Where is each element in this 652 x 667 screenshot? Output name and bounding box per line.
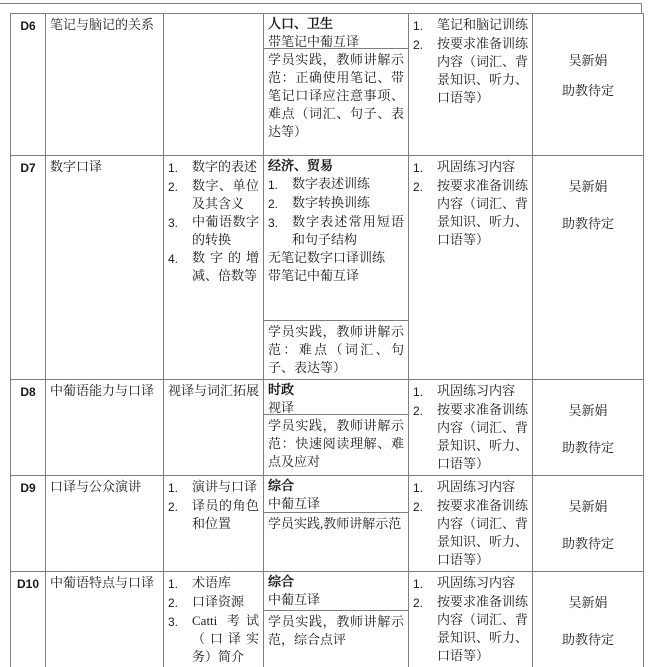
list-marker: 2. [168, 596, 179, 610]
training-item [413, 382, 528, 401]
content-item [268, 175, 404, 194]
assistant-status: 助教待定 [561, 83, 614, 98]
day-code-cell: D10 [11, 572, 46, 667]
training-cell [409, 14, 533, 156]
list-marker: 1. [413, 161, 424, 175]
content-item-text: 数字表述常用短语和句子结构 [292, 214, 404, 247]
course-schedule-table [10, 13, 644, 667]
staff-cell [533, 380, 644, 476]
topic-text: 笔记与脑记的关系 [50, 17, 155, 32]
training-item-text: 按要求准备训练内容（词汇、背景知识、听力、口语等） [437, 402, 529, 471]
content-cell [264, 156, 409, 380]
point-item [168, 158, 259, 177]
topic-text: 中葡语特点与口译 [50, 575, 155, 590]
training-item-text: 按要求准备训练内容（词汇、背景知识、听力、口语等） [437, 594, 529, 663]
content-line: 中葡互译 [268, 592, 321, 607]
staff-cell [533, 14, 644, 156]
content-cell [264, 476, 409, 572]
staff-cell [533, 476, 644, 572]
training-item-text: 巩固练习内容 [437, 159, 516, 174]
content-line: 无笔记数字口译训练 [268, 250, 386, 265]
staff-cell [533, 156, 644, 380]
teacher-name: 吴新娟 [568, 595, 608, 610]
points-cell [164, 380, 264, 476]
content-practice-section [264, 611, 408, 651]
point-item [168, 249, 259, 285]
content-main-section [264, 380, 408, 415]
day-code-cell: D6 [11, 14, 46, 156]
assistant-status: 助教待定 [561, 632, 614, 647]
point-item [168, 612, 259, 666]
point-item-text: 数字的表述 [192, 159, 258, 174]
list-marker: 1. [168, 161, 179, 175]
point-item-text: 口译资源 [192, 594, 245, 609]
points-cell [164, 156, 264, 380]
list-marker: 2. [268, 197, 279, 211]
day-code-cell: D9 [11, 476, 46, 572]
table-row-d10 [11, 572, 644, 667]
point-item [168, 177, 259, 213]
table-row-d8 [11, 380, 644, 476]
content-item-text: 数字转换训练 [292, 195, 371, 210]
content-theme: 综合 [268, 574, 295, 589]
content-line: 带笔记中葡互译 [268, 268, 360, 283]
list-marker: 2. [168, 180, 179, 194]
content-theme: 经济、贸易 [268, 158, 334, 173]
topic-cell [46, 156, 164, 380]
point-item [168, 593, 259, 612]
content-main-section [264, 156, 408, 321]
training-item [413, 593, 528, 665]
teacher-name: 吴新娟 [568, 403, 608, 418]
list-marker: 2. [168, 500, 179, 514]
practice-text: 学员实践，教师讲解示范：快速阅读理解、难点及应对 [268, 418, 404, 469]
points-cell [164, 476, 264, 572]
content-practice-section [264, 513, 408, 535]
content-theme: 人口、卫生 [268, 16, 334, 31]
point-item-text: 演讲与口译 [192, 479, 258, 494]
assistant-status: 助教待定 [561, 440, 614, 455]
training-item [413, 158, 528, 177]
topic-text: 中葡语能力与口译 [50, 383, 155, 398]
table-row-d9 [11, 476, 644, 572]
teacher-name: 吴新娟 [568, 179, 608, 194]
content-item [268, 194, 404, 213]
training-item [413, 574, 528, 593]
content-main-section [264, 572, 408, 611]
assistant-status: 助教待定 [561, 536, 614, 551]
table-row-d6 [11, 14, 644, 156]
content-line: 视译 [268, 400, 295, 415]
content-line: 中葡互译 [268, 496, 321, 511]
list-marker: 3. [268, 216, 279, 230]
content-main-section [264, 14, 408, 49]
topic-cell [46, 476, 164, 572]
teacher-name: 吴新娟 [568, 53, 608, 68]
point-item-text: 译员的角色和位置 [192, 498, 259, 531]
points-cell [164, 14, 264, 156]
training-item-text: 按要求准备训练内容（词汇、背景知识、听力、口语等） [437, 498, 529, 567]
topic-cell [46, 380, 164, 476]
table-row-d7 [11, 156, 644, 380]
training-cell [409, 380, 533, 476]
training-item [413, 16, 528, 35]
practice-text: 学员实践,教师讲解示范 [268, 516, 402, 531]
content-main-section [264, 476, 408, 513]
list-marker: 2. [413, 596, 424, 610]
point-item-text: 数字的增减、倍数等 [192, 250, 259, 283]
training-item-text: 笔记和脑记训练 [437, 17, 529, 32]
content-cell [264, 14, 409, 156]
list-marker: 2. [413, 180, 424, 194]
training-item-text: 按要求准备训练内容（词汇、背景知识、听力、口语等） [437, 36, 529, 105]
training-cell [409, 476, 533, 572]
list-marker: 1. [413, 385, 424, 399]
points-cell [164, 572, 264, 667]
list-marker: 1. [168, 481, 179, 495]
practice-text: 学员实践，教师讲解示范，综合点评 [268, 614, 404, 647]
content-theme: 综合 [268, 478, 295, 493]
content-cell [264, 380, 409, 476]
list-marker: 4. [168, 252, 179, 266]
previous-table-bottom-rule [0, 3, 641, 4]
point-item [168, 497, 259, 533]
topic-cell [46, 572, 164, 667]
content-practice-section [264, 49, 408, 143]
point-item [168, 478, 259, 497]
training-item [413, 35, 528, 107]
day-code-cell: D7 [11, 156, 46, 380]
list-marker: 3. [168, 216, 179, 230]
training-item [413, 478, 528, 497]
training-item-text: 巩固练习内容 [437, 383, 516, 398]
point-plain-text: 视译与词汇拓展 [168, 383, 260, 398]
list-marker: 1. [168, 577, 179, 591]
training-item-text: 巩固练习内容 [437, 479, 516, 494]
training-item-text: 按要求准备训练内容（词汇、背景知识、听力、口语等） [437, 178, 529, 247]
point-item-text: 数字、单位及其含义 [192, 178, 259, 211]
list-marker: 2. [413, 38, 424, 52]
point-item-text: 术语库 [192, 575, 232, 590]
content-cell [264, 572, 409, 667]
practice-text: 学员实践，教师讲解示范：难点（词汇、句子、表达等） [268, 324, 404, 375]
topic-text: 数字口译 [50, 159, 103, 174]
teacher-name: 吴新娟 [568, 499, 608, 514]
training-item-text: 巩固练习内容 [437, 575, 516, 590]
list-marker: 3. [168, 615, 179, 629]
list-marker: 1. [413, 577, 424, 591]
content-line: 带笔记中葡互译 [268, 34, 360, 49]
point-item-text: Catti 考试（口译实务）简介 [192, 613, 259, 664]
topic-text: 口译与公众演讲 [50, 479, 142, 494]
list-marker: 2. [413, 404, 424, 418]
list-marker: 1. [268, 178, 279, 192]
day-code-cell: D8 [11, 380, 46, 476]
content-practice-section [264, 415, 408, 473]
content-theme: 时政 [268, 382, 295, 397]
point-item [168, 213, 259, 249]
list-marker: 2. [413, 500, 424, 514]
list-marker: 1. [413, 19, 424, 33]
staff-cell [533, 572, 644, 667]
point-item [168, 574, 259, 593]
content-item [268, 213, 404, 249]
content-item-text: 数字表述训练 [292, 176, 371, 191]
training-cell [409, 156, 533, 380]
content-practice-section [264, 321, 408, 379]
assistant-status: 助教待定 [561, 216, 614, 231]
training-item [413, 497, 528, 569]
training-cell [409, 572, 533, 667]
training-item [413, 401, 528, 473]
point-item-text: 中葡语数字的转换 [192, 214, 259, 247]
training-item [413, 177, 528, 249]
topic-cell [46, 14, 164, 156]
practice-text: 学员实践，教师讲解示范：正确使用笔记、带笔记口译应注意事项、难点（词汇、句子、表达等） [268, 52, 404, 139]
list-marker: 1. [413, 481, 424, 495]
